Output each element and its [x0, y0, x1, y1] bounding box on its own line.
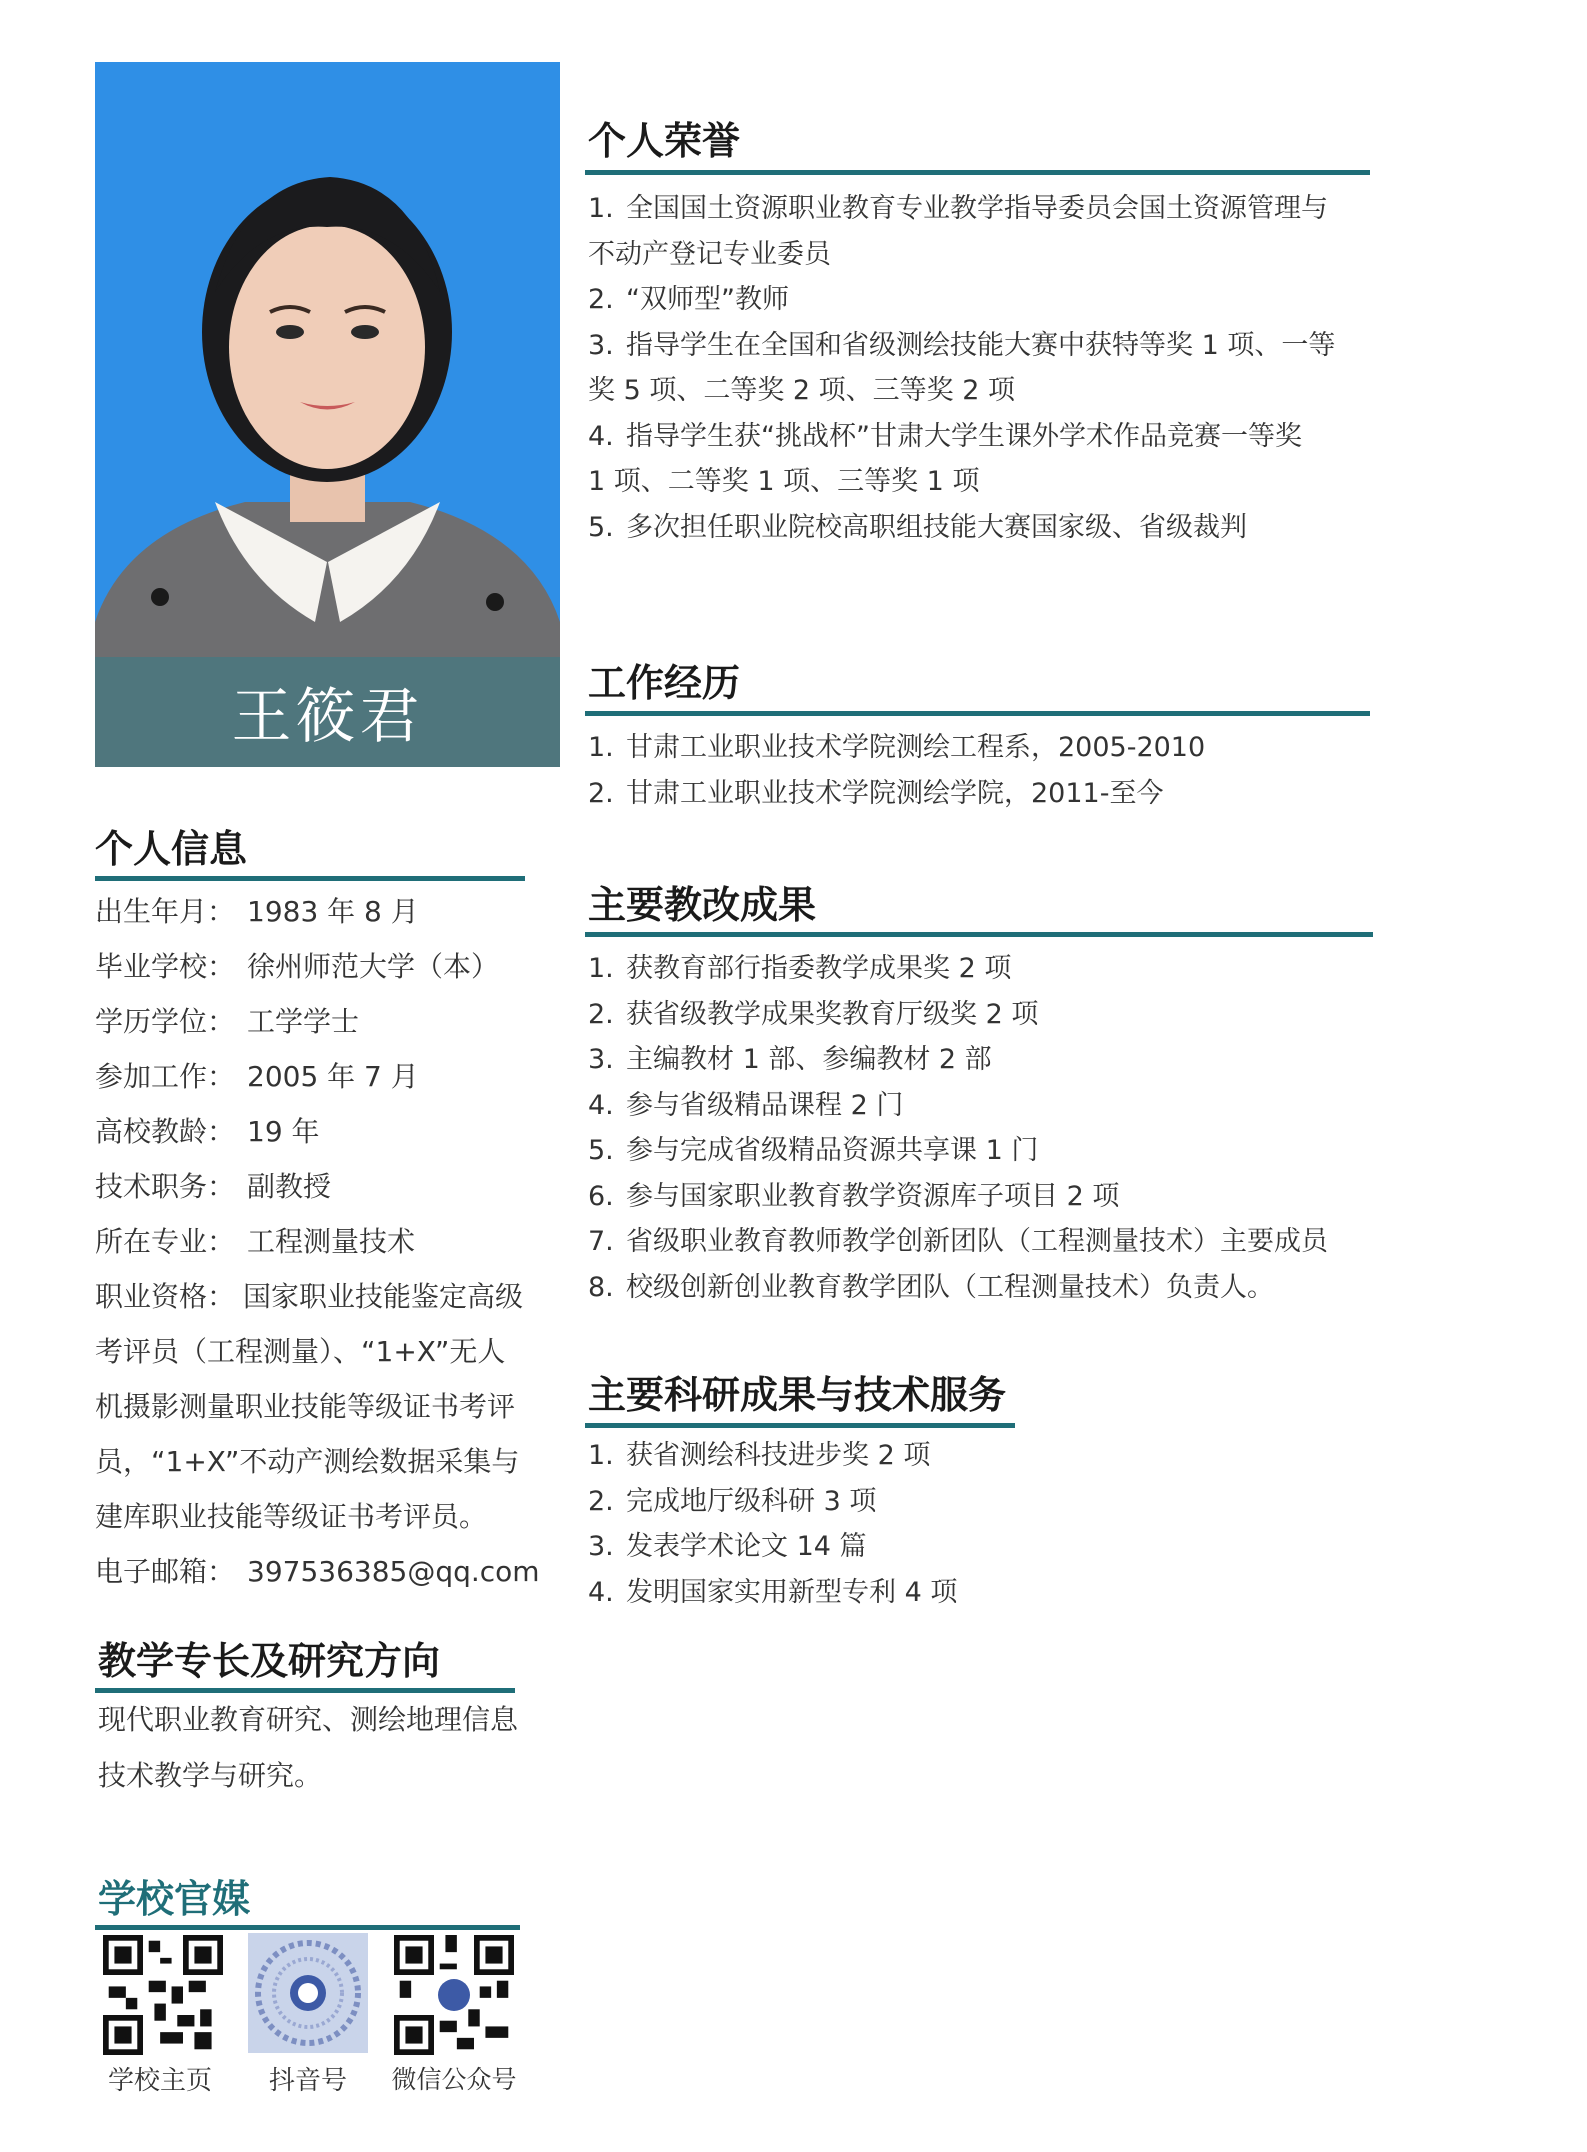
work-heading: 工作经历 — [588, 661, 741, 705]
item-number: 2. — [588, 284, 614, 315]
list-item — [588, 323, 1368, 369]
item-text: 获省测绘科技进步奖 2 项 — [626, 1440, 931, 1471]
info-label: 学历学位： — [95, 1005, 236, 1038]
teaching-rule — [585, 932, 1373, 937]
qualification-line: 机摄影测量职业技能等级证书考评 — [95, 1390, 516, 1423]
qualification-line: 员，“1+X”不动产测绘数据采集与 — [95, 1445, 520, 1478]
info-label: 高校教龄： — [95, 1115, 236, 1148]
media-heading: 学校官媒 — [98, 1877, 251, 1921]
item-text: 指导学生在全国和省级测绘技能大赛中获特等奖 1 项、一等 — [626, 329, 1336, 361]
list-item — [588, 1083, 1368, 1129]
honors-list — [588, 186, 1368, 550]
qr-code-icon — [394, 1935, 514, 2055]
research-line: 技术教学与研究。 — [98, 1759, 323, 1792]
item-number: 7. — [588, 1226, 614, 1257]
list-item — [588, 1570, 1368, 1616]
item-number: 1. — [588, 732, 614, 763]
info-row — [95, 1104, 545, 1159]
research-results-rule — [585, 1423, 1015, 1428]
item-text: 甘肃工业职业技术学院测绘工程系，2005-2010 — [626, 732, 1206, 763]
info-label: 参加工作： — [95, 1060, 236, 1093]
item-number: 4. — [588, 1576, 614, 1608]
list-item-continuation: 不动产登记专业委员 — [588, 238, 831, 270]
profile-name: 王筱君 — [231, 682, 424, 752]
info-row — [95, 994, 545, 1049]
item-text: 发表学术论文 14 篇 — [626, 1531, 867, 1562]
item-number: 1. — [588, 953, 614, 984]
info-row — [95, 939, 545, 994]
research-results-heading: 主要科研成果与技术服务 — [588, 1373, 1007, 1417]
info-label: 职业资格： — [95, 1280, 236, 1313]
list-item — [588, 1128, 1368, 1174]
item-number: 5. — [588, 1135, 614, 1166]
list-item — [588, 771, 1368, 817]
list-item — [588, 1219, 1368, 1265]
list-item — [588, 1037, 1368, 1083]
info-value: 2005 年 7 月 — [247, 1060, 419, 1093]
list-item — [588, 1524, 1368, 1570]
item-number: 3. — [588, 1044, 614, 1075]
douyin-code-icon — [248, 1933, 368, 2053]
profile-photo — [95, 62, 560, 767]
qr-homepage[interactable] — [103, 1935, 223, 2059]
item-text: 校级创新创业教育教学团队（工程测量技术）负责人。 — [626, 1271, 1274, 1303]
item-text: 多次担任职业院校高职组技能大赛国家级、省级裁判 — [626, 511, 1247, 543]
info-label: 毕业学校： — [95, 950, 236, 983]
item-number: 4. — [588, 1089, 614, 1121]
info-value: 徐州师范大学（本） — [247, 950, 500, 983]
info-row — [95, 1049, 545, 1104]
qualification-line: 国家职业技能鉴定高级 — [243, 1280, 524, 1313]
email-value[interactable]: 397536385@qq.com — [247, 1555, 540, 1588]
item-text: 获教育部行指委教学成果奖 2 项 — [626, 953, 1012, 984]
item-text: 主编教材 1 部、参编教材 2 部 — [626, 1044, 992, 1075]
qr-code-icon — [103, 1935, 223, 2055]
item-number: 2. — [588, 998, 614, 1030]
info-row — [95, 1159, 545, 1214]
info-row — [95, 1214, 545, 1269]
info-value: 副教授 — [247, 1170, 332, 1203]
personal-info-heading: 个人信息 — [95, 827, 248, 871]
item-number: 3. — [588, 329, 614, 361]
personal-info-list — [95, 884, 545, 1599]
item-number: 5. — [588, 511, 614, 543]
qualification-line: 考评员（工程测量）、“1+X”无人 — [95, 1335, 506, 1368]
list-item — [588, 725, 1368, 771]
info-value: 工学学士 — [247, 1005, 360, 1038]
list-item — [588, 414, 1368, 460]
qr-wechat[interactable] — [394, 1935, 514, 2059]
item-text: 参与省级精品课程 2 门 — [626, 1089, 904, 1121]
qualification-row — [95, 1269, 545, 1324]
item-number: 3. — [588, 1531, 614, 1562]
info-value: 19 年 — [247, 1115, 320, 1148]
item-number: 8. — [588, 1271, 614, 1303]
qr-douyin[interactable] — [248, 1933, 368, 2057]
teaching-list — [588, 946, 1368, 1310]
item-text: 参与完成省级精品资源共享课 1 门 — [626, 1135, 1039, 1166]
list-item — [588, 946, 1368, 992]
info-label: 出生年月： — [95, 895, 236, 928]
item-number: 1. — [588, 193, 614, 224]
honors-rule — [585, 170, 1370, 175]
info-row — [95, 884, 545, 939]
research-results-list — [588, 1433, 1368, 1615]
work-list — [588, 725, 1368, 816]
item-text: 省级职业教育教师教学创新团队（工程测量技术）主要成员 — [626, 1226, 1328, 1257]
list-item — [588, 1479, 1368, 1525]
info-label: 电子邮箱： — [95, 1555, 236, 1588]
qualification-line: 建库职业技能等级证书考评员。 — [95, 1500, 488, 1533]
item-number: 6. — [588, 1180, 614, 1212]
item-text: 参与国家职业教育教学资源库子项目 2 项 — [626, 1180, 1120, 1212]
list-item — [588, 186, 1368, 232]
list-item-continuation: 奖 5 项、二等奖 2 项、三等奖 2 项 — [588, 375, 1016, 406]
honors-heading: 个人荣誉 — [588, 119, 741, 163]
item-text: 全国国土资源职业教育专业教学指导委员会国土资源管理与 — [626, 193, 1328, 224]
info-value: 1983 年 8 月 — [247, 895, 419, 928]
list-item — [588, 992, 1368, 1038]
list-item — [588, 1265, 1368, 1311]
qr-caption-homepage: 学校主页 — [107, 2066, 212, 2096]
item-text: 获省级教学成果奖教育厅级奖 2 项 — [626, 998, 1039, 1030]
item-text: “双师型”教师 — [626, 284, 789, 315]
info-value: 工程测量技术 — [247, 1225, 416, 1258]
research-heading: 教学专长及研究方向 — [98, 1639, 441, 1683]
qr-caption-wechat: 微信公众号 — [391, 2065, 517, 2094]
item-text: 指导学生获“挑战杯”甘肃大学生课外学术作品竞赛一等奖 — [626, 420, 1302, 452]
personal-info-rule — [95, 876, 525, 881]
list-item — [588, 277, 1368, 323]
media-rule — [95, 1925, 520, 1930]
info-label: 所在专业： — [95, 1225, 236, 1258]
research-text — [98, 1692, 538, 1804]
item-text: 完成地厅级科研 3 项 — [626, 1485, 877, 1517]
list-item-continuation: 1 项、二等奖 1 项、三等奖 1 项 — [588, 466, 980, 497]
email-row — [95, 1544, 545, 1599]
list-item — [588, 1174, 1368, 1220]
item-number: 2. — [588, 1485, 614, 1517]
research-line: 现代职业教育研究、测绘地理信息 — [98, 1703, 519, 1736]
teaching-heading: 主要教改成果 — [588, 883, 817, 927]
info-label: 技术职务： — [95, 1170, 236, 1203]
item-number: 4. — [588, 420, 614, 452]
item-text: 甘肃工业职业技术学院测绘学院，2011-至今 — [626, 777, 1164, 809]
name-band — [95, 657, 560, 767]
list-item — [588, 505, 1368, 551]
item-text: 发明国家实用新型专利 4 项 — [626, 1576, 958, 1608]
list-item — [588, 1433, 1368, 1479]
item-number: 1. — [588, 1440, 614, 1471]
qr-caption-douyin: 抖音号 — [268, 2066, 347, 2096]
item-number: 2. — [588, 777, 614, 809]
work-rule — [585, 711, 1370, 716]
